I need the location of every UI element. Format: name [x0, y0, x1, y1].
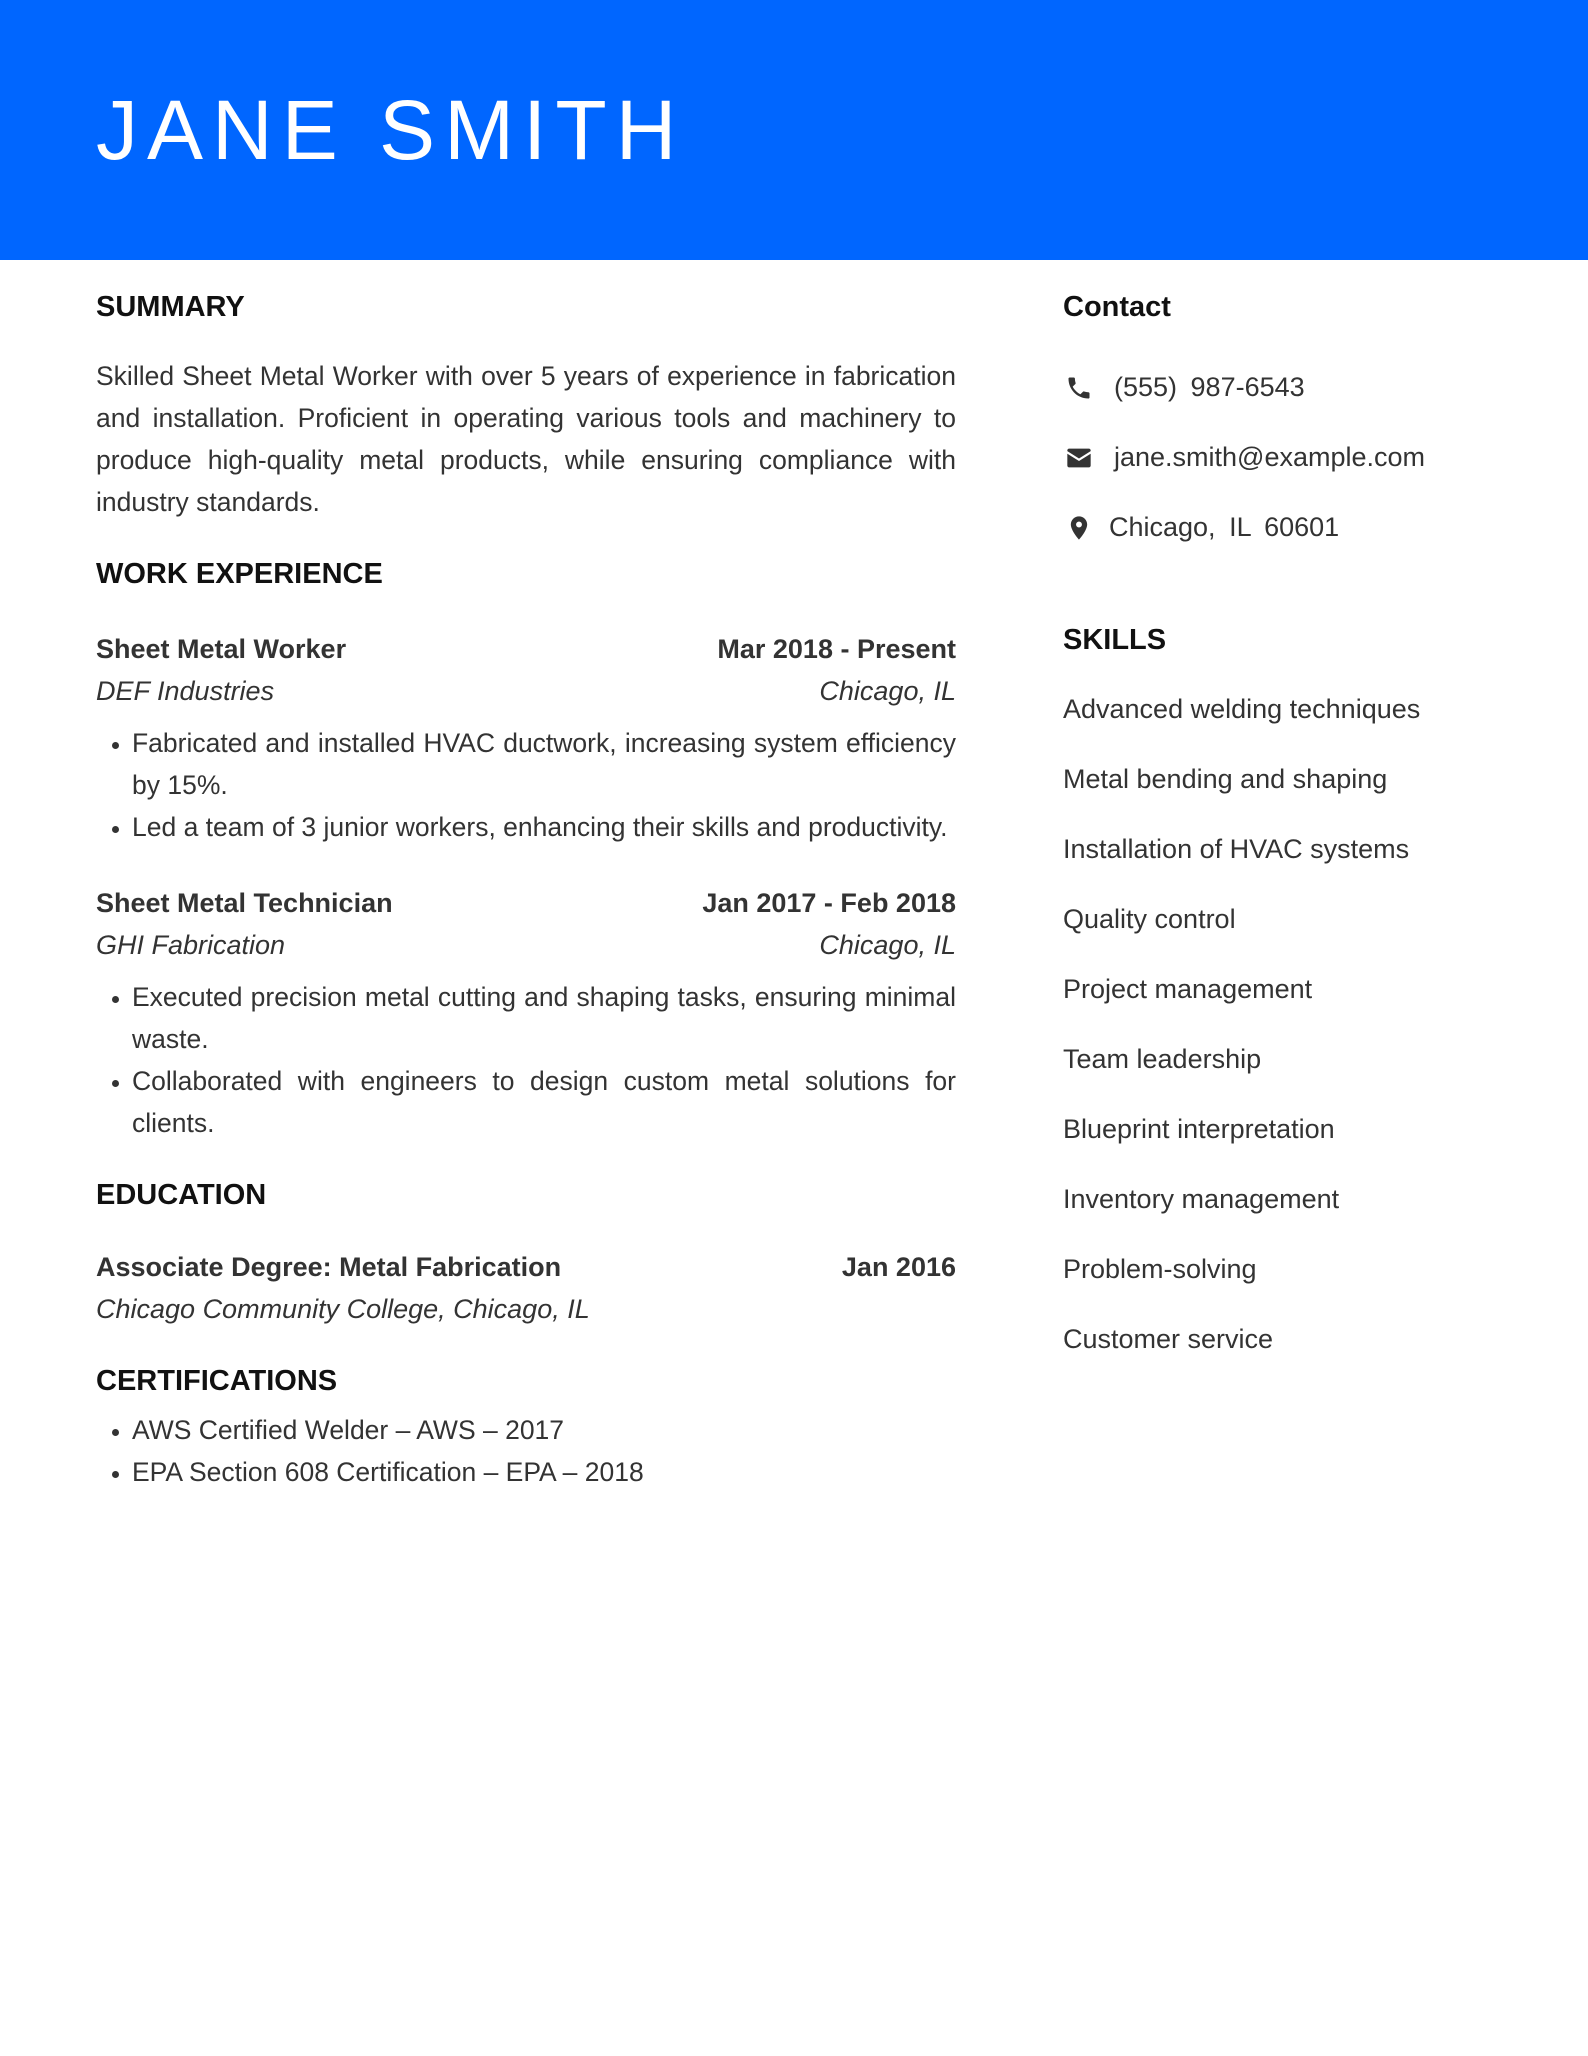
job-entry — [96, 628, 956, 848]
main-column — [96, 290, 956, 1493]
job-company: DEF Industries — [96, 675, 275, 706]
skill-item: Installation of HVAC systems — [1063, 833, 1410, 864]
certification-item: • EPA Section 608 Certification – EPA – 2018 — [132, 1451, 956, 1493]
skill-item: Advanced welding techniques — [1063, 693, 1421, 724]
skills-list — [1063, 674, 1513, 1374]
contact-location — [1063, 493, 1513, 563]
skill-item: Quality control — [1063, 903, 1236, 934]
job-entry — [96, 882, 956, 1144]
skill-item: Customer service — [1063, 1323, 1274, 1354]
skills-heading: SKILLS — [1063, 623, 1167, 656]
certification-item: • AWS Certified Welder – AWS – 2017 — [132, 1409, 956, 1451]
job-bullet: • Collaborated with engineers to design custom metal solutions for clients. — [132, 1060, 956, 1144]
map-pin-icon — [1063, 512, 1095, 544]
phone-icon — [1063, 372, 1095, 404]
location-text: Chicago, IL 60601 — [1109, 512, 1340, 543]
job-title: Sheet Metal Worker — [96, 633, 347, 664]
sidebar — [1063, 290, 1513, 1374]
candidate-name: JANE SMITH — [96, 83, 686, 177]
skill-item: Team leadership — [1063, 1043, 1262, 1074]
education-date: Jan 2016 — [841, 1252, 956, 1283]
education-heading: EDUCATION — [96, 1178, 267, 1211]
job-bullets — [96, 722, 956, 848]
job-bullet: • Fabricated and installed HVAC ductwork, increasing system efficiency by 15%. — [132, 722, 956, 806]
phone-number: (555) 987-6543 — [1114, 372, 1305, 403]
work-experience-heading: WORK EXPERIENCE — [96, 557, 383, 590]
header-banner — [0, 0, 1588, 260]
education-entry — [96, 1246, 956, 1330]
job-bullet: • Executed precision metal cutting and shaping tasks, ensuring minimal waste. — [132, 976, 956, 1060]
job-bullets — [96, 976, 956, 1144]
job-dates: Jan 2017 - Feb 2018 — [702, 887, 956, 918]
skill-item: Project management — [1063, 973, 1313, 1004]
contact-list — [1063, 353, 1513, 563]
job-location: Chicago, IL — [819, 929, 956, 960]
job-dates: Mar 2018 - Present — [717, 633, 956, 664]
skill-item: Inventory management — [1063, 1183, 1340, 1214]
job-title: Sheet Metal Technician — [96, 887, 393, 918]
skill-item: Problem-solving — [1063, 1253, 1257, 1284]
job-company: GHI Fabrication — [96, 929, 286, 960]
contact-email — [1063, 423, 1513, 493]
certification-list — [96, 1409, 956, 1493]
envelope-icon — [1063, 442, 1095, 474]
skill-item: Blueprint interpretation — [1063, 1113, 1335, 1144]
school: Chicago Community College, Chicago, IL — [96, 1294, 590, 1325]
email-address[interactable]: jane.smith@example.com — [1114, 442, 1426, 473]
summary-text: Skilled Sheet Metal Worker with over 5 years of experience in fabrication and installation. Proficient in operating various tools and machinery to produce high-quality metal products, while ensuring compliance with industry standards. — [96, 360, 956, 517]
certifications-heading: CERTIFICATIONS — [96, 1365, 338, 1398]
job-location: Chicago, IL — [819, 675, 956, 706]
job-bullet: • Led a team of 3 junior workers, enhancing their skills and productivity. — [132, 806, 956, 848]
contact-phone — [1063, 353, 1513, 423]
summary-heading: SUMMARY — [96, 291, 245, 323]
degree: Associate Degree: Metal Fabrication — [96, 1252, 562, 1283]
contact-heading: Contact — [1063, 291, 1171, 323]
skill-item: Metal bending and shaping — [1063, 763, 1388, 794]
